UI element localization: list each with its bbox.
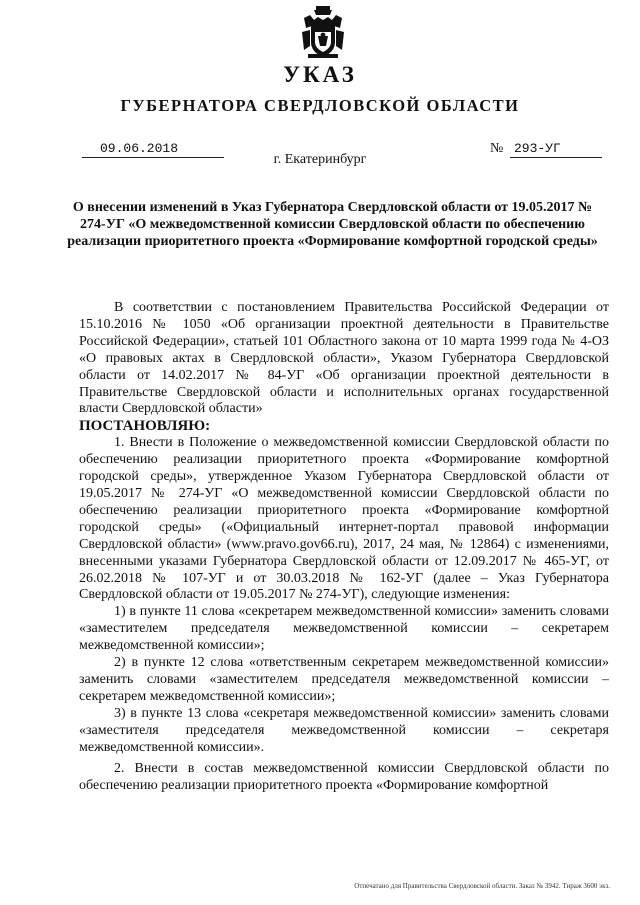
subitem-3-paragraph: 3) в пункте 13 слова «секретаря межведомственной комиссии» заменить словами «заместителя председателя межведомственной комиссии – секретаря межведомственной комиссии». (79, 705, 609, 755)
number-value: 293-УГ (510, 140, 602, 158)
item-1-paragraph: 1. Внести в Положение о межведомственной комиссии Свердловской области по обеспечению реализации приоритетного проекта «Формирование комфортной городской среды», утвержденное Указом Губернатора Свердловской области от 19.05.2017 № 274-УГ «О межведомственной комиссии Свердловской области по обеспечению реализации приоритетного проекта «Формирование комфортной городской среды» («Официальный интернет-портал правовой информации Свердловской области» (www.pravo.gov66.ru), 2017, 24 мая, № 12864) с изменениями, внесенными указами Губернатора Свердловской области от 12.09.2017 № 465-УГ, от 26.02.2018 № 107-УГ и от 30.03.2018 № 162-УГ (далее – Указ Губернатора Свердловской области от 19.05.2017 № 274-УГ), следующие изменения: (79, 435, 609, 603)
number-sign: № (490, 141, 504, 156)
city-line: г. Екатеринбург (273, 152, 367, 167)
subitem-2-paragraph: 2) в пункте 12 слова «ответственным секретарем межведомственной комиссии» заменить словами «заместителем председателя межведомственной комиссии – секретарем межведомственной комиссии»; (79, 655, 609, 704)
document-date: 09.06.2018 (82, 140, 224, 158)
item-2-paragraph: 2. Внести в состав межведомственной комиссии Свердловской области по обеспечению реализации приоритетного проекта «Формирование комфортной (79, 761, 609, 794)
decree-word: ПОСТАНОВЛЯЮ: (79, 418, 211, 435)
subitem-1-paragraph: 1) в пункте 11 слова «секретарем межведомственной комиссии» заменить словами «заместителем председателя межведомственной комиссии – секретарем межведомственной комиссии»; (79, 604, 609, 654)
coat-of-arms-icon (300, 6, 346, 60)
document-body (79, 300, 609, 795)
print-footer: Отпечатано для Правительства Свердловской области. Заказ № 3942. Тираж 3600 экз. (354, 882, 610, 890)
preamble-paragraph: В соответствии с постановлением Правительства Российской Федерации от 15.10.2016 № 1050 «Об организации проектной деятельности в Правительстве Российской Федерации», статьей 101 Областного закона от 10 марта 1999 года № 4-ОЗ «О правовых актах в Свердловской области», Указом Губернатора Свердловской области от 14.02.2017 № 84-УГ «Об организации проектной деятельности в Правительстве Свердловской области и исполнительных органах государственной власти Свердловской области» (79, 300, 609, 417)
document-title: О внесении изменений в Указ Губернатора Свердловской области от 19.05.2017 № 274-УГ «О межведомственной комиссии Свердловской области по обеспечению реализации приоритетного проекта «Формирование комфортной городской среды» (67, 200, 598, 249)
document-type: УКАЗ (283, 62, 357, 87)
issuer-title: ГУБЕРНАТОРА СВЕРДЛОВСКОЙ ОБЛАСТИ (120, 96, 520, 115)
